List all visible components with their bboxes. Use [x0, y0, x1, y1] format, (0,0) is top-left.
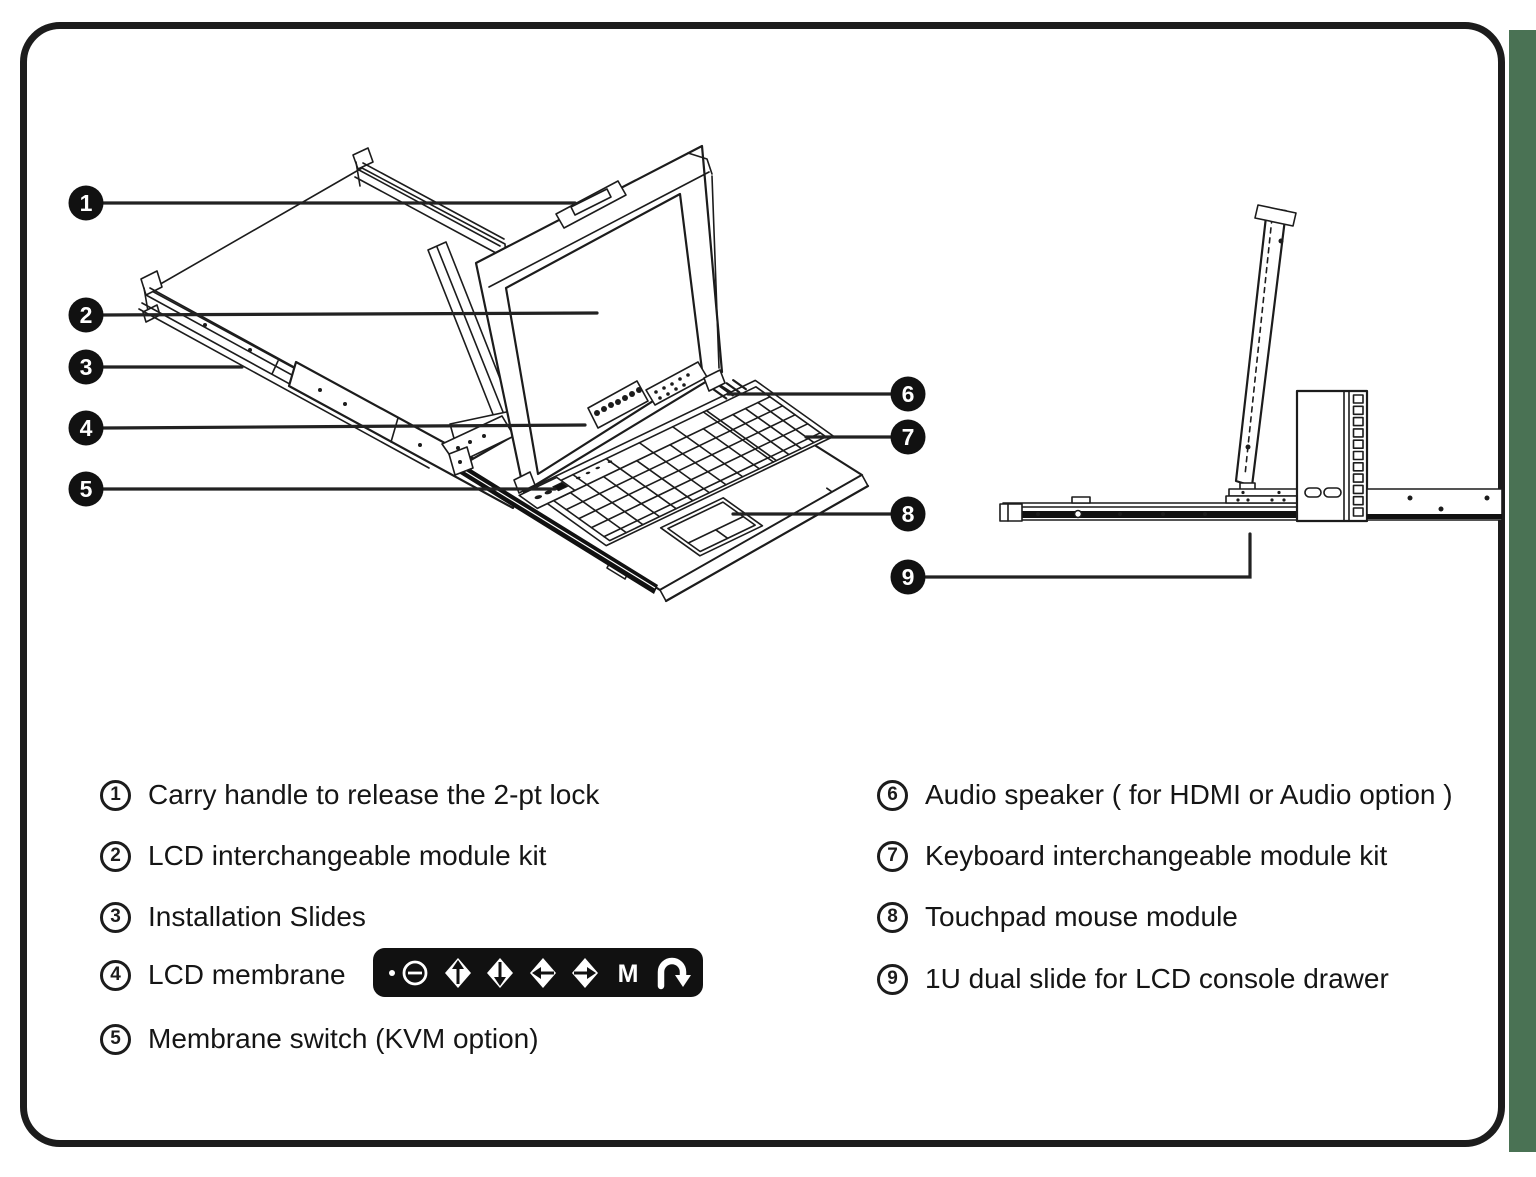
legend-num: 2 — [110, 845, 121, 866]
svg-text:7: 7 — [901, 424, 915, 450]
legend-item-8 — [877, 899, 1238, 935]
legend-item-6 — [877, 777, 1453, 813]
side-lcd-panel — [1236, 205, 1296, 490]
legend-num: 1 — [110, 784, 121, 805]
legend-badge-9 — [877, 964, 908, 995]
legend-label: Keyboard interchangeable module kit — [925, 840, 1388, 871]
indicator-dot-icon — [389, 970, 395, 976]
legend-badge-4 — [100, 960, 131, 991]
legend-badge-5 — [100, 1024, 131, 1055]
menu-m-icon: M — [617, 960, 639, 988]
legend-num: 3 — [110, 906, 121, 927]
legend-item-9 — [877, 961, 1389, 997]
svg-text:4: 4 — [79, 415, 93, 441]
callout-2 — [69, 298, 104, 333]
legend-label: Membrane switch (KVM option) — [148, 1023, 539, 1054]
svg-text:6: 6 — [901, 381, 915, 407]
legend-item-7 — [877, 838, 1387, 874]
legend-num: 4 — [110, 964, 121, 985]
callout-1 — [69, 186, 104, 221]
side-outer-rail — [1367, 489, 1502, 520]
legend-badge-1 — [100, 780, 131, 811]
legend-item-3 — [100, 899, 366, 935]
legend-num: 6 — [887, 784, 898, 805]
callout-9 — [891, 560, 926, 595]
side-dual-slide — [1226, 489, 1300, 503]
legend-item-4 — [100, 957, 346, 993]
legend-item-5 — [100, 1021, 539, 1057]
lcd-membrane-keypad — [373, 948, 703, 997]
legend-num: 8 — [887, 906, 898, 927]
leader-9 — [926, 534, 1250, 577]
legend-label: Carry handle to release the 2-pt lock — [148, 779, 600, 810]
legend-item-2 — [100, 838, 546, 874]
side-rack-post — [1297, 391, 1367, 521]
callout-7 — [891, 420, 926, 455]
legend-badge-6 — [877, 780, 908, 811]
legend-badge-3 — [100, 902, 131, 933]
svg-text:2: 2 — [79, 302, 93, 328]
callout-6 — [891, 377, 926, 412]
legend-label: Installation Slides — [148, 901, 366, 932]
legend-item-1 — [100, 777, 599, 813]
svg-text:1: 1 — [79, 190, 93, 216]
legend-badge-2 — [100, 841, 131, 872]
legend-badge-7 — [877, 841, 908, 872]
legend-badge-8 — [877, 902, 908, 933]
legend-num: 5 — [110, 1028, 121, 1049]
callout-3 — [69, 350, 104, 385]
svg-text:9: 9 — [901, 564, 915, 590]
legend-label: LCD interchangeable module kit — [148, 840, 547, 871]
legend-label: LCD membrane — [148, 959, 346, 990]
legend-label: Touchpad mouse module — [925, 901, 1238, 932]
svg-text:8: 8 — [901, 501, 915, 527]
callout-4 — [69, 411, 104, 446]
svg-text:3: 3 — [79, 354, 93, 380]
side-view — [1000, 205, 1502, 521]
callout-5 — [69, 472, 104, 507]
leader-2 — [103, 313, 597, 315]
callout-8 — [891, 497, 926, 532]
legend-num: 7 — [887, 845, 898, 866]
legend-label: Audio speaker ( for HDMI or Audio option ) — [925, 779, 1453, 810]
svg-text:5: 5 — [79, 476, 93, 502]
legend-num: 9 — [887, 968, 898, 989]
legend-label: 1U dual slide for LCD console drawer — [925, 963, 1389, 994]
